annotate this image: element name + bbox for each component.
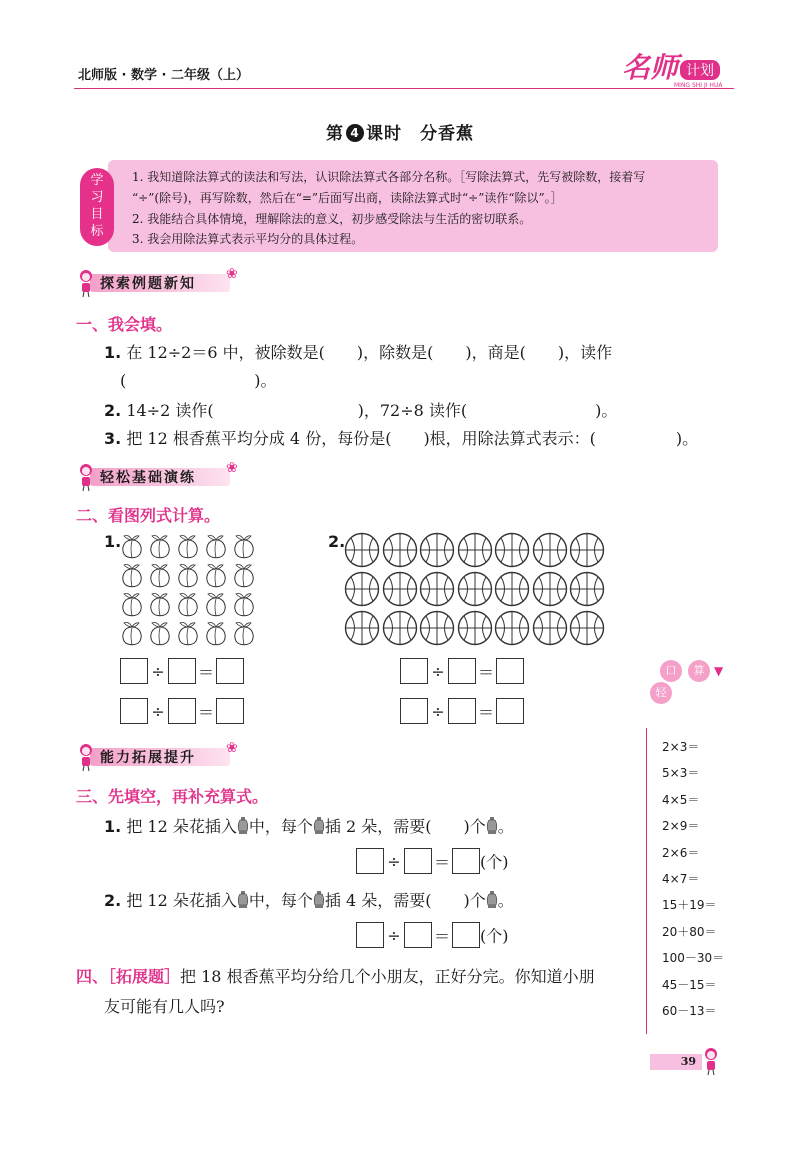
- basketball-icon: [344, 571, 380, 611]
- flower-icon: ❀: [226, 740, 238, 756]
- q-number: 1.: [104, 817, 122, 836]
- equation-row: [120, 658, 244, 684]
- mental-math-item: 5×3＝: [662, 766, 700, 781]
- s1-question-1-cont: ( )。: [120, 371, 277, 390]
- picture-2-number: [328, 532, 345, 551]
- basketball-icon: [344, 532, 380, 572]
- answer-box[interactable]: [400, 698, 428, 724]
- basketball-icon: [569, 610, 605, 650]
- peach-icon: [232, 621, 256, 651]
- s3-question-2: [104, 888, 514, 913]
- q-number: 1.: [104, 343, 122, 362]
- q-text: 14÷2 读作( )，72÷8 读作( )。: [126, 401, 618, 420]
- unit-label: (个): [480, 852, 509, 872]
- banner-extend: [76, 740, 256, 770]
- vase-icon: [313, 817, 325, 839]
- answer-box[interactable]: [120, 658, 148, 684]
- peach-icon: [232, 563, 256, 593]
- answer-box[interactable]: [120, 698, 148, 724]
- equation-row: [400, 658, 524, 684]
- divide-sign: ÷: [431, 661, 445, 681]
- peach-icon: [204, 621, 228, 651]
- answer-box[interactable]: [452, 848, 480, 874]
- equation-row: [400, 698, 524, 724]
- banner-text: 能力拓展提升: [100, 750, 196, 766]
- girl-icon: [76, 268, 96, 298]
- flower-icon: ❀: [226, 460, 238, 476]
- s1-question-2: [104, 398, 617, 421]
- peach-icon: [148, 534, 172, 564]
- peach-icon: [120, 592, 144, 622]
- picture-1-number: [104, 532, 121, 551]
- vase-icon: [486, 891, 498, 913]
- badge-char: 标: [90, 224, 104, 239]
- basketball-icon: [569, 532, 605, 572]
- mental-math-item: 15＋19＝: [662, 898, 717, 913]
- s4-question-cont: 友可能有几人吗?: [104, 997, 225, 1016]
- q-text: 。: [497, 817, 514, 836]
- basketball-icon: [494, 610, 530, 650]
- goal-line-4: 3. 我会用除法算式表示平均分的具体过程。: [132, 232, 364, 246]
- basketball-icon: [419, 532, 455, 572]
- badge-char: 习: [90, 190, 104, 205]
- learning-goals-badge: [80, 168, 114, 246]
- extension-tag: ［拓展题］: [108, 967, 181, 986]
- side-title-char: 算: [688, 660, 710, 682]
- basketball-icon: [382, 610, 418, 650]
- badge-char: 学: [90, 173, 104, 188]
- goal-line-2: “÷”(除号)，再写除数，然后在“=”后面写出商，读除法算式时“÷”读作“除以”。］: [132, 191, 563, 205]
- divide-sign: ÷: [387, 925, 401, 945]
- answer-box[interactable]: [216, 698, 244, 724]
- banner-text: 轻松基础演练: [100, 470, 196, 486]
- q-text: 把 12 朵花插入: [126, 817, 237, 836]
- q-number: 1.: [104, 532, 122, 551]
- basketball-icon: [419, 571, 455, 611]
- goal-line-3: 2. 我能结合具体情境，理解除法的意义，初步感受除法与生活的密切联系。: [132, 212, 532, 226]
- basketball-icon: [382, 571, 418, 611]
- side-title-char: 轻: [650, 682, 672, 704]
- basketball-icon: [344, 610, 380, 650]
- s1-question-1: [104, 340, 612, 363]
- peach-icon: [148, 563, 172, 593]
- divide-sign: ÷: [387, 851, 401, 871]
- q-number: 3.: [104, 429, 122, 448]
- s4-question: [76, 964, 595, 987]
- equation-row: [120, 698, 244, 724]
- brand-main: 名师: [622, 51, 679, 84]
- answer-box[interactable]: [448, 658, 476, 684]
- q-text: 把 12 根香蕉平均分成 4 份，每份是( )根，用除法算式表示：( )。: [126, 429, 699, 448]
- basketball-icon: [382, 532, 418, 572]
- answer-box[interactable]: [496, 658, 524, 684]
- banner-text: 探索例题新知: [100, 276, 196, 292]
- peach-icon: [176, 621, 200, 651]
- peach-icon: [120, 621, 144, 651]
- mental-math-header: [650, 660, 740, 720]
- basketball-icon: [419, 610, 455, 650]
- basketball-icon: [532, 532, 568, 572]
- divide-sign: ÷: [151, 701, 165, 721]
- basketball-icon: [569, 571, 605, 611]
- header-text: 北师版 · 数学 · 二年级（上）: [78, 68, 249, 83]
- vase-icon: [237, 817, 249, 839]
- basketball-icon: [494, 571, 530, 611]
- section2-heading: 二、看图列式计算。: [76, 506, 221, 525]
- basketball-grid: [344, 532, 614, 650]
- section1-heading: 一、我会填。: [76, 315, 173, 334]
- page-number: 39: [650, 1054, 702, 1070]
- answer-box[interactable]: [168, 658, 196, 684]
- answer-box[interactable]: [404, 848, 432, 874]
- answer-box[interactable]: [452, 922, 480, 948]
- mental-math-item: 2×3＝: [662, 740, 700, 754]
- girl-icon: [76, 742, 96, 772]
- goal-line-1: 1. 我知道除法算式的读法和写法，认识除法算式各部分名称。［写除法算式，先写被除数，接着写: [132, 170, 646, 184]
- banner-explore: [76, 266, 256, 296]
- answer-box[interactable]: [400, 658, 428, 684]
- basketball-icon: [494, 532, 530, 572]
- side-divider: [646, 728, 647, 1034]
- q-number: 2.: [104, 891, 122, 910]
- vase-icon: [313, 891, 325, 913]
- q-text: 插 4 朵，需要( )个: [324, 891, 486, 910]
- girl-icon: [700, 1046, 722, 1076]
- q-text: 。: [497, 891, 514, 910]
- lesson-number: 4: [346, 124, 364, 142]
- girl-icon: [76, 462, 96, 492]
- peach-icon: [176, 592, 200, 622]
- answer-box[interactable]: [168, 698, 196, 724]
- q-text: 插 2 朵，需要( )个: [324, 817, 486, 836]
- peach-icon: [148, 621, 172, 651]
- unit-label: (个): [480, 926, 509, 946]
- answer-box[interactable]: [216, 658, 244, 684]
- q-text: 把 18 根香蕉平均分给几个小朋友，正好分完。你知道小朋: [180, 967, 595, 986]
- peach-icon: [176, 534, 200, 564]
- equals-sign: ＝: [477, 662, 494, 682]
- learning-goals-box: [108, 160, 718, 252]
- mental-math-item: 60－13＝: [662, 1004, 717, 1018]
- basketball-icon: [457, 571, 493, 611]
- peach-icon: [232, 534, 256, 564]
- badge-char: 目: [90, 207, 104, 222]
- page-title: [0, 119, 800, 144]
- side-title-char: 口: [660, 660, 682, 682]
- peach-icon: [204, 592, 228, 622]
- vase-icon: [237, 891, 249, 913]
- basketball-icon: [457, 610, 493, 650]
- mental-math-item: 2×6＝: [662, 845, 700, 860]
- brand-sub: 计划: [680, 60, 720, 80]
- banner-basic: [76, 460, 256, 490]
- basketball-icon: [532, 571, 568, 611]
- mental-math-item: 4×5＝: [662, 792, 700, 807]
- equals-sign: ＝: [433, 926, 450, 946]
- mental-math-item: 45－15＝: [662, 977, 717, 992]
- equation-row: [356, 922, 509, 948]
- answer-box[interactable]: [356, 848, 384, 874]
- brand-logo: [622, 44, 732, 92]
- basketball-icon: [532, 610, 568, 650]
- title-prefix: 第: [326, 124, 344, 144]
- section4-heading: 四、: [76, 967, 109, 986]
- q-text: 中，每个: [248, 817, 313, 836]
- s1-question-3: [104, 426, 698, 449]
- mental-math-item: 20＋80＝: [662, 924, 717, 939]
- peach-icon: [232, 592, 256, 622]
- peach-icon: [176, 563, 200, 593]
- equation-row: [356, 848, 509, 874]
- q-text: 把 12 朵花插入: [126, 891, 237, 910]
- s3-question-1: [104, 814, 514, 839]
- q-text: 在 12÷2＝6 中，被除数是( )，除数是( )，商是( )，读作: [126, 343, 613, 362]
- equals-sign: ＝: [197, 702, 214, 722]
- peach-icon: [204, 534, 228, 564]
- peach-icon: [120, 534, 144, 564]
- equals-sign: ＝: [197, 662, 214, 682]
- divide-sign: ÷: [151, 661, 165, 681]
- equals-sign: ＝: [477, 702, 494, 722]
- answer-box[interactable]: [448, 698, 476, 724]
- q-text: 中，每个: [248, 891, 313, 910]
- answer-box[interactable]: [404, 922, 432, 948]
- answer-box[interactable]: [496, 698, 524, 724]
- mental-math-item: 100－30＝: [662, 951, 725, 966]
- triangle-icon: ▼: [714, 664, 724, 678]
- equals-sign: ＝: [433, 852, 450, 872]
- answer-box[interactable]: [356, 922, 384, 948]
- vase-icon: [486, 817, 498, 839]
- section3-heading: 三、先填空，再补充算式。: [76, 787, 269, 806]
- q-number: 2.: [104, 401, 122, 420]
- mental-math-item: 2×9＝: [662, 819, 700, 834]
- peach-icon: [148, 592, 172, 622]
- brand-pinyin: MING SHI JI HUA: [674, 82, 723, 89]
- basketball-icon: [457, 532, 493, 572]
- divide-sign: ÷: [431, 701, 445, 721]
- peach-icon: [120, 563, 144, 593]
- title-suffix: 课时 分香蕉: [366, 124, 474, 144]
- q-number: 2.: [328, 532, 346, 551]
- mental-math-item: 4×7＝: [662, 872, 700, 886]
- peach-icon: [204, 563, 228, 593]
- flower-icon: ❀: [226, 266, 238, 282]
- peach-grid: [120, 534, 260, 650]
